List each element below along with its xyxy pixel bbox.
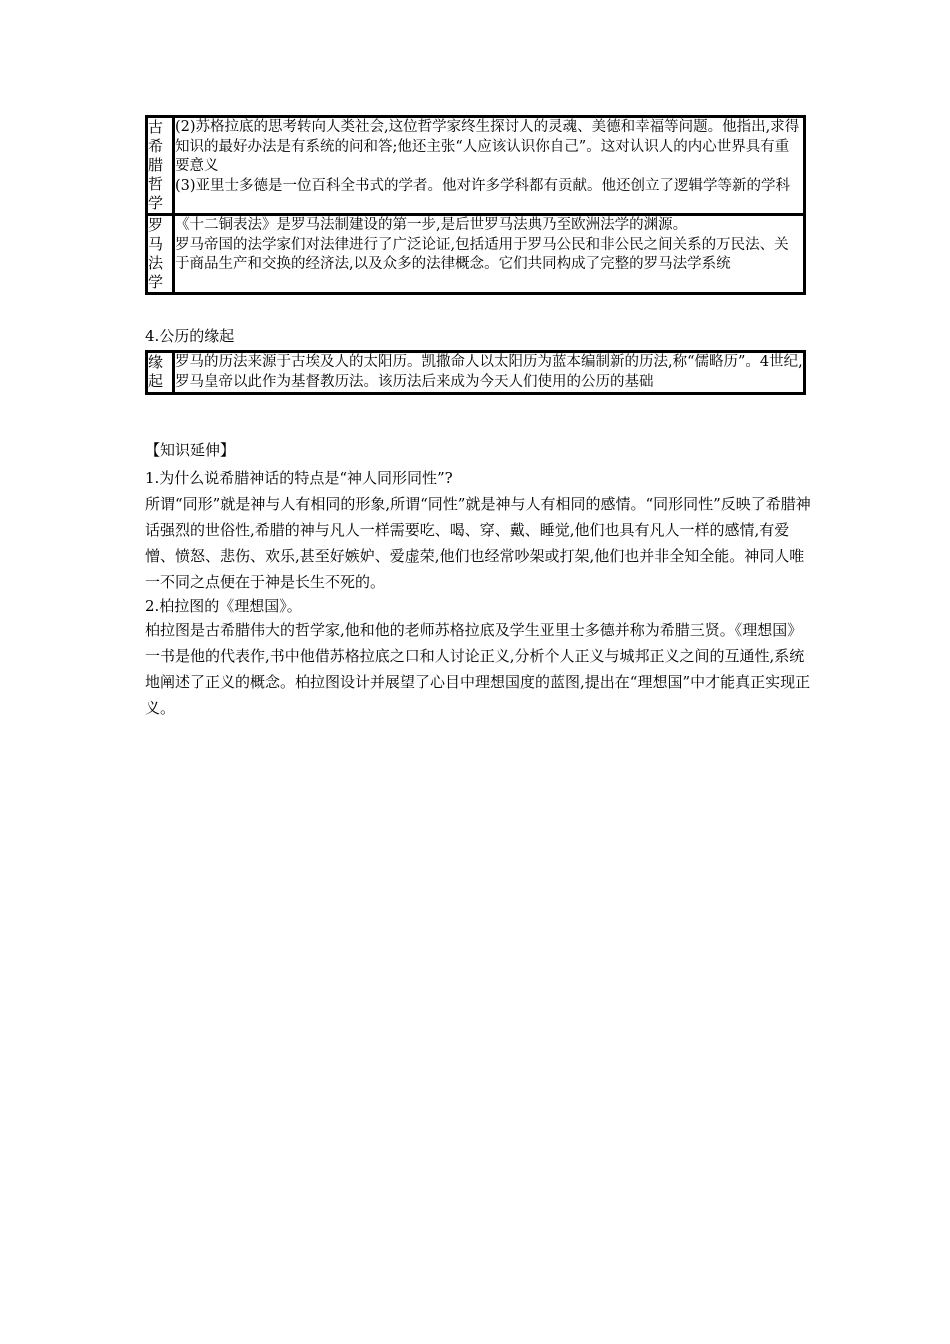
row-content-roman-law: [174, 215, 805, 294]
label-char: 希: [148, 137, 164, 155]
table-row-calendar-origin: [147, 352, 805, 394]
socrates-paragraph: (2)苏格拉底的思考转向人类社会,这位哲学家终生探讨人的灵魂、美德和幸福等问题。他指出,求得知识的最好办法是有系统的问和答;他还主张“人应该认识你自己”。这对认识人的内心世界具有重要意义: [175, 119, 800, 174]
row-label-origin: [147, 352, 174, 394]
table-row-roman-law: [147, 215, 805, 294]
label-char: 法: [148, 254, 164, 272]
label-char: 学: [148, 194, 164, 212]
answer-2: 柏拉图是古希腊伟大的哲学家,他和他的老师苏格拉底及学生亚里士多德并称为希腊三贤。《理想国》一书是他的代表作,书中他借苏格拉底之口和人讨论正义,分析个人正义与城邦正义之间的互通性,系统地阐述了正义的概念。柏拉图设计并展望了心目中理想国度的蓝图,提出在“理想国”中才能真正实现正义。: [145, 621, 811, 717]
label-char: 罗: [148, 216, 164, 234]
label-char: 古: [148, 118, 164, 136]
label-char: 腊: [148, 156, 164, 174]
label-char: 马: [148, 235, 164, 253]
table-row-greek-philosophy: [147, 117, 805, 215]
label-char: 学: [148, 273, 164, 291]
label-char: 哲: [148, 175, 164, 193]
label-char: 起: [148, 372, 164, 390]
label-char: 缘: [148, 353, 164, 371]
answer-1: 所谓“同形”就是神与人有相同的形象,所谓“同性”就是神与人有相同的感情。“同形同性”反映了希腊神话强烈的世俗性,希腊的神与凡人一样需要吃、喝、穿、戴、睡觉,他们也具有凡人一样的感情,有爱憎、愤怒、悲伤、欢乐,甚至好嫉妒、爱虚荣,他们也经常吵架或打架,他们也并非全知全能。神同人唯一不同之点便在于神是长生不死的。: [145, 495, 811, 591]
question-1: 1.为什么说希腊神话的特点是“神人同形同性”?: [145, 469, 453, 487]
row-content-calendar-origin: [174, 352, 805, 394]
question-2: 2.柏拉图的《理想国》。: [145, 597, 302, 615]
aristotle-paragraph: (3)亚里士多德是一位百科全书式的学者。他对许多学科都有贡献。他还创立了逻辑学等新的学科: [175, 177, 791, 194]
calendar-origin-table: [145, 350, 806, 395]
roman-jurists-paragraph: 罗马帝国的法学家们对法律进行了广泛论证,包括适用于罗马公民和非公民之间关系的万民法、关于商品生产和交换的经济法,以及众多的法律概念。它们共同构成了完整的罗马法学系统: [175, 236, 789, 272]
philosophy-law-table: [145, 115, 806, 295]
row-label-roman-law: [147, 215, 174, 294]
calendar-paragraph: 罗马的历法来源于古埃及人的太阳历。凯撒命人以太阳历为蓝本编制新的历法,称“儒略历”。4世纪,罗马皇帝以此作为基督教历法。该历法后来成为今天人们使用的公历的基础: [175, 354, 803, 390]
row-label-greek-philosophy: [147, 117, 174, 215]
row-content-greek-philosophy: [174, 117, 805, 215]
section-4-title: 4.公历的缘起: [145, 327, 235, 345]
twelve-tables-paragraph: 《十二铜表法》是罗马法制建设的第一步,是后世罗马法典乃至欧洲法学的渊源。: [175, 217, 688, 233]
knowledge-extension-title: 【知识延伸】: [145, 441, 236, 459]
